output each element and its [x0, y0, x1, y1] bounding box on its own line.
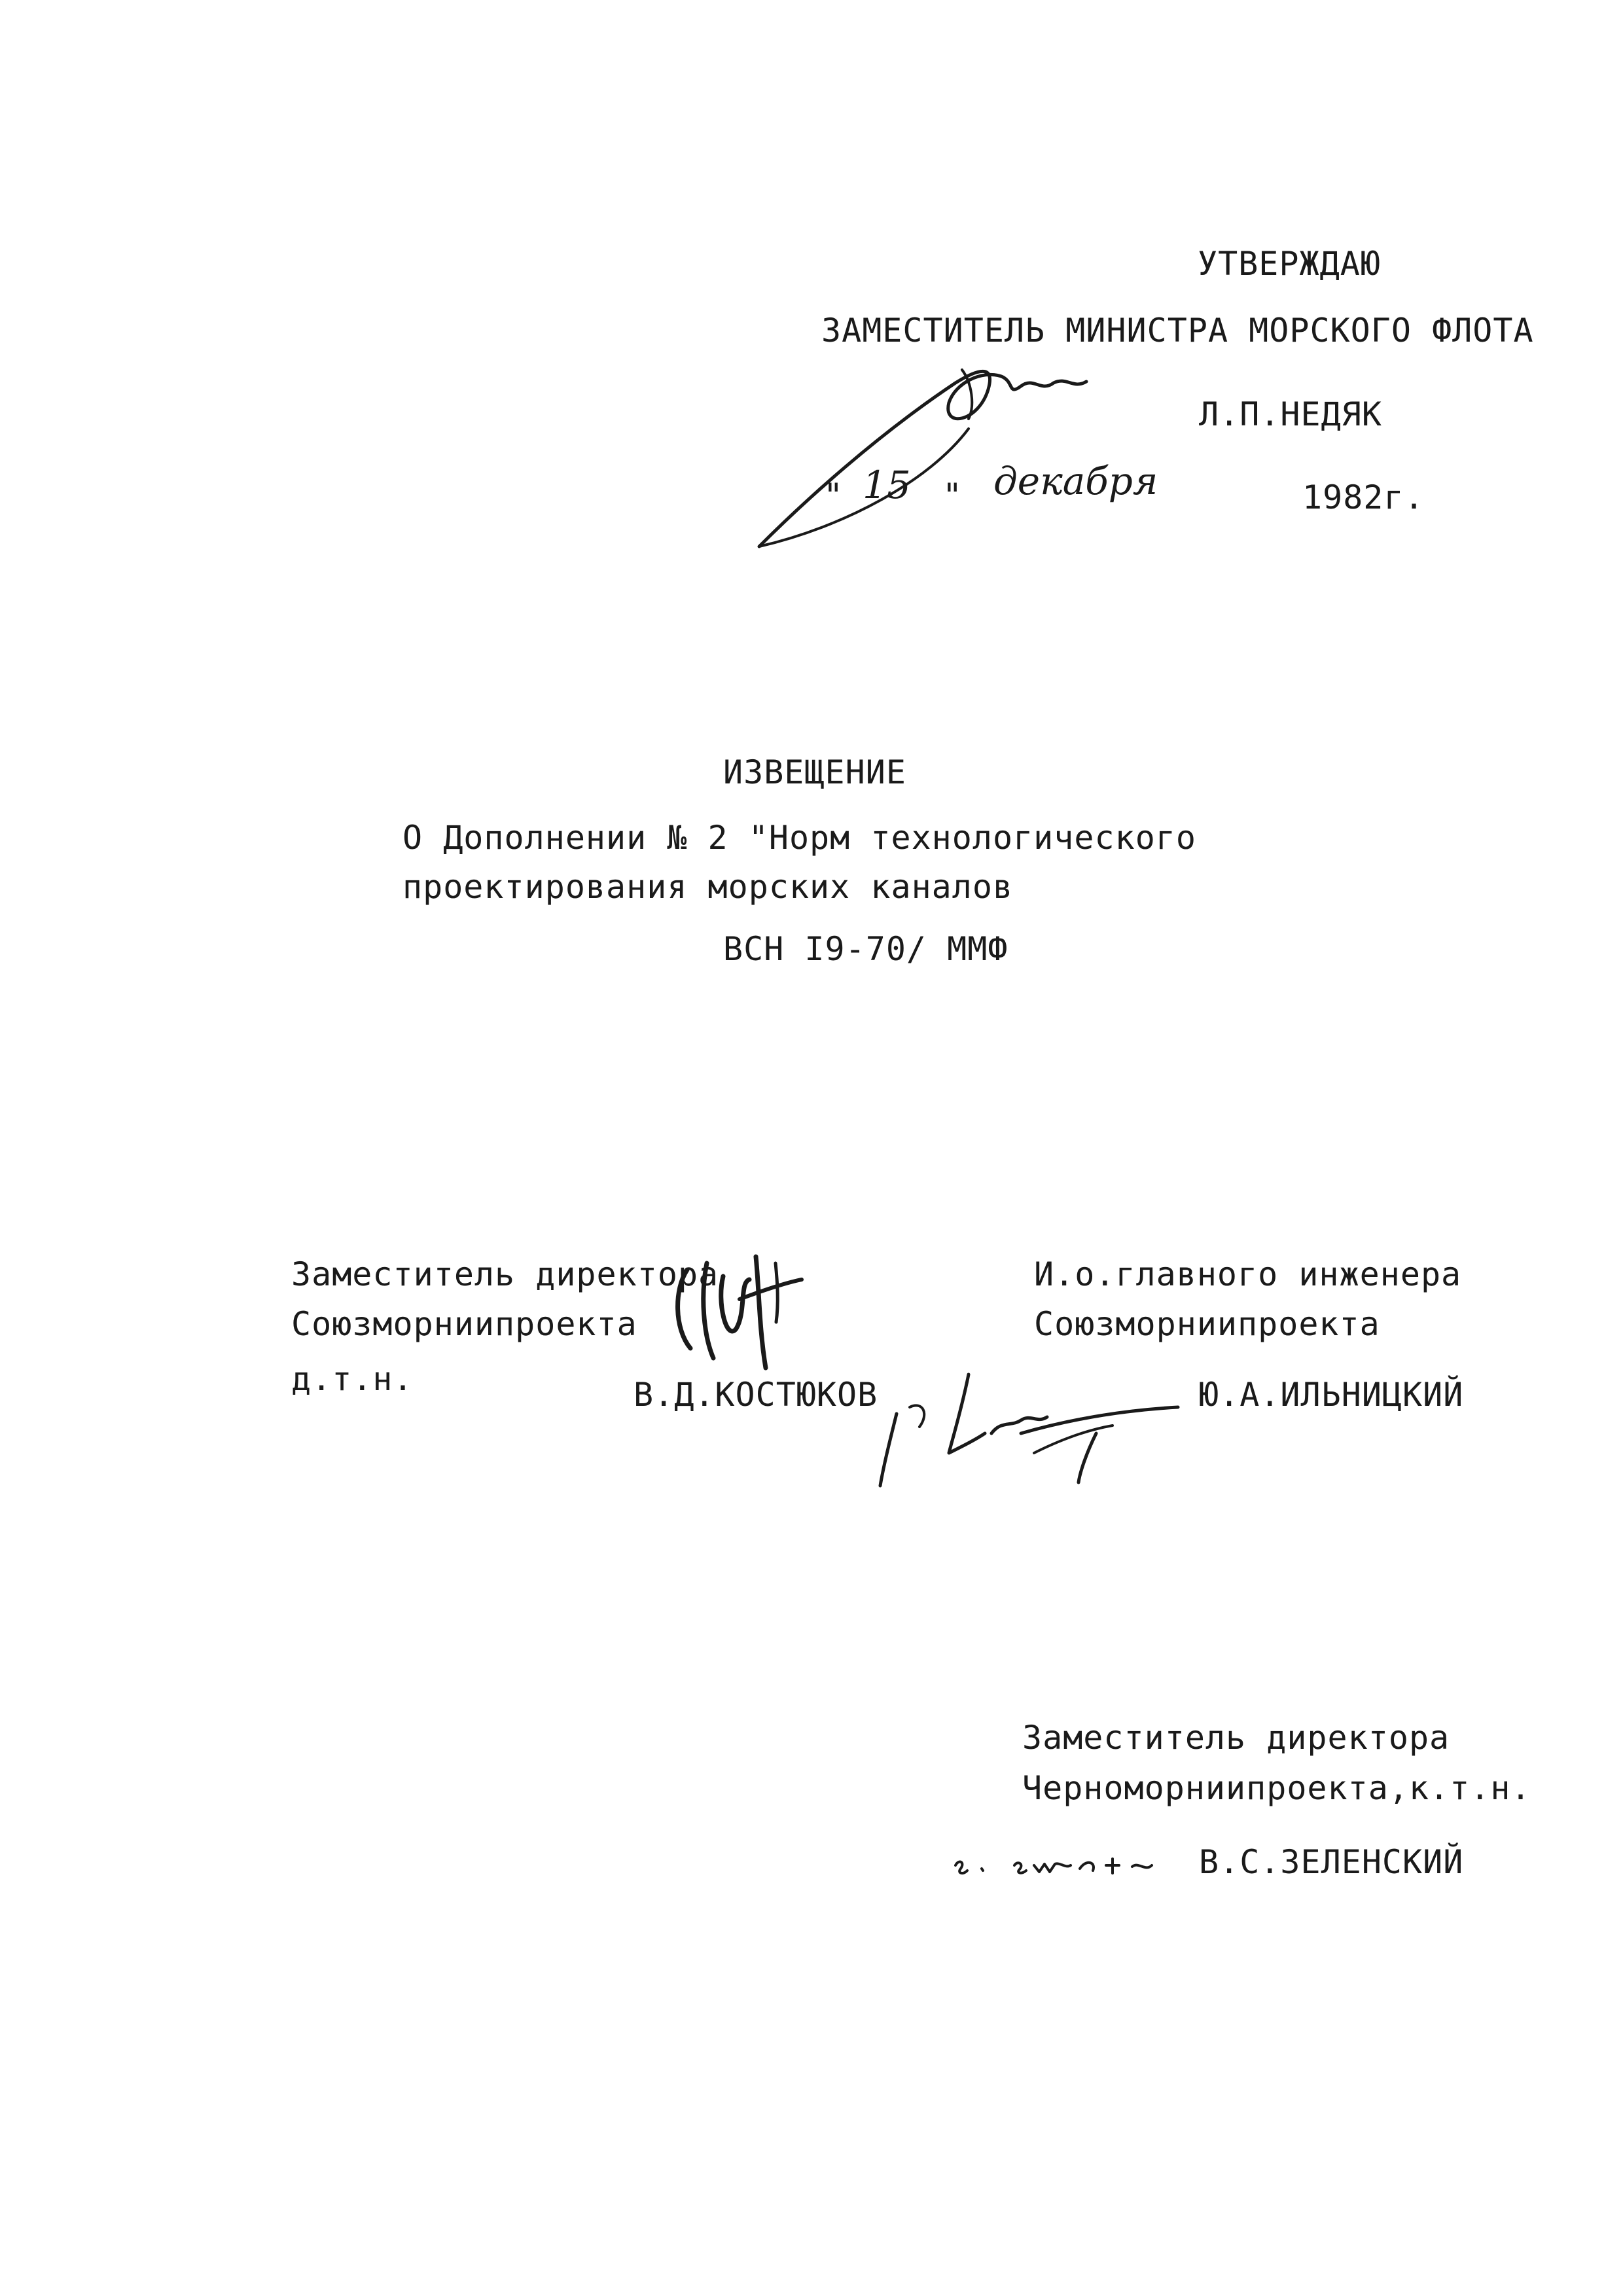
kostyukov-signature [661, 1250, 812, 1374]
signatory-3-org: Черноморниипроекта,к.т.н. [1022, 1769, 1531, 1807]
ilnitsky-signature [870, 1348, 1185, 1492]
date-close-quote: " [942, 476, 963, 514]
approval-position: ЗАМЕСТИТЕЛЬ МИНИСТРА МОРСКОГО ФЛОТА [821, 312, 1534, 350]
notice-title: ИЗВЕЩЕНИЕ [723, 753, 906, 791]
signatory-3-title: Заместитель директора [1022, 1719, 1450, 1757]
signatory-2-title: И.о.главного инженера [1034, 1255, 1462, 1293]
notice-line-1: О Дополнении № 2 "Норм технологического [402, 819, 1196, 857]
date-open-quote: " [823, 476, 844, 514]
approval-heading: УТВЕРЖДАЮ [1198, 245, 1381, 283]
signatory-1-org: Союзморниипроекта [291, 1305, 637, 1343]
signatory-1-name: В.Д.КОСТЮКОВ [633, 1376, 878, 1414]
date-month: декабря [993, 459, 1158, 503]
minister-signature [746, 331, 1113, 566]
signatory-3-name: В.С.ЗЕЛЕНСКИЙ [1199, 1843, 1464, 1881]
notice-line-2: проектирования морских каналов [402, 868, 1014, 906]
zelensky-signature [949, 1846, 1198, 1885]
date-day: 15 [863, 463, 911, 507]
signatory-2-name: Ю.А.ИЛЬНИЦКИЙ [1199, 1376, 1464, 1414]
signatory-1-title: Заместитель директора [291, 1255, 719, 1293]
date-year: 1982г. [1302, 478, 1425, 516]
approval-name: Л.П.НЕДЯК [1199, 395, 1382, 433]
notice-code: ВСН I9-70/ ММФ [723, 930, 1008, 968]
signatory-1-degree: д.т.н. [291, 1360, 414, 1398]
signatory-2-org: Союзморниипроекта [1034, 1305, 1380, 1343]
